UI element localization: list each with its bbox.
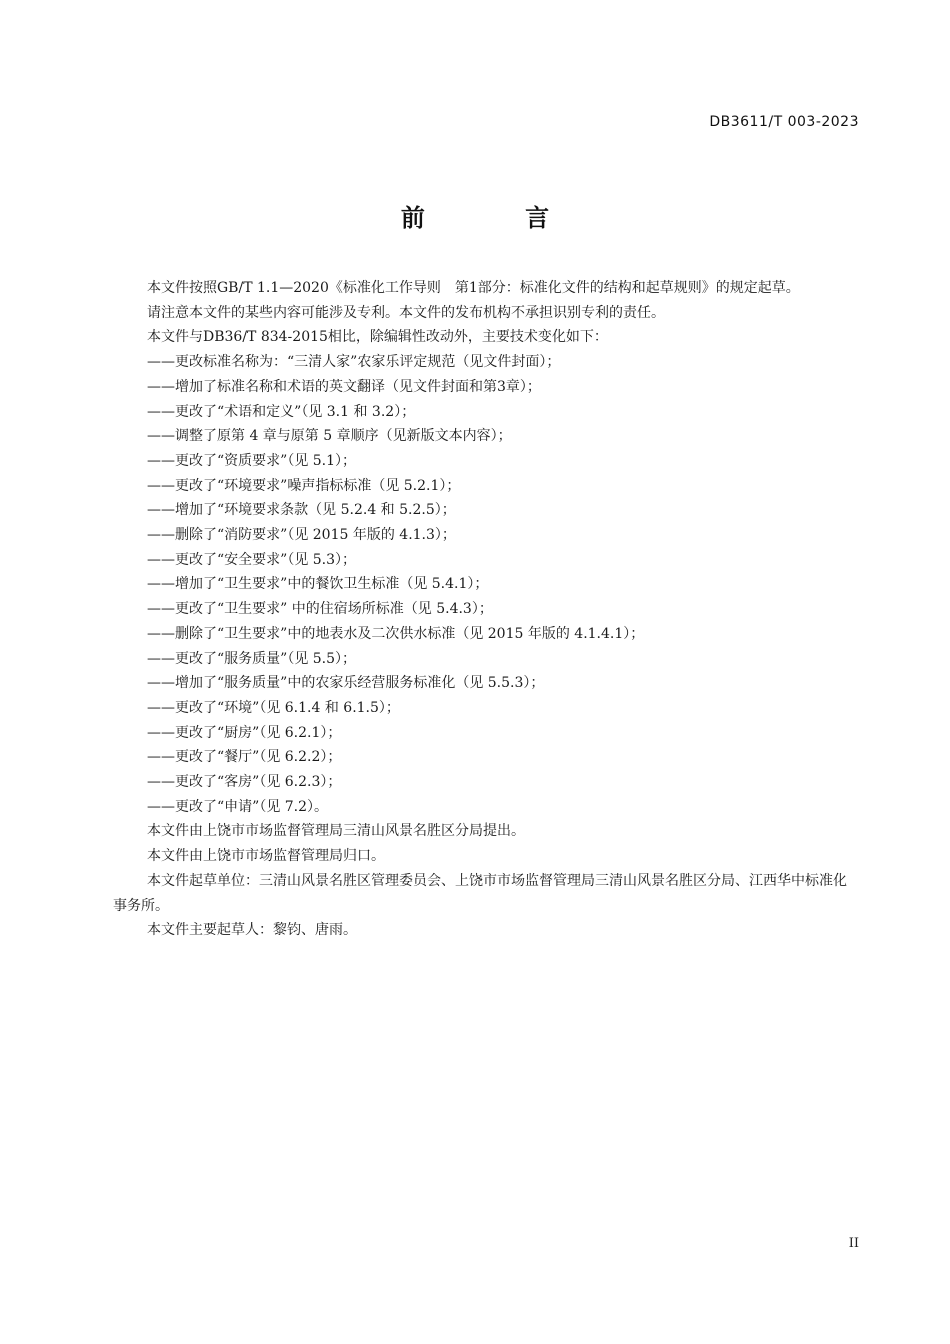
document-code: DB3611/T 003-2023 bbox=[709, 114, 859, 130]
change-item: ——增加了“环境要求条款（见 5.2.4 和 5.2.5）； bbox=[147, 502, 456, 519]
change-item: ——更改了“客房”（见 6.2.3）； bbox=[147, 774, 342, 791]
paragraph-centralized-by: 本文件由上饶市市场监督管理局归口。 bbox=[147, 848, 385, 865]
change-item: ——增加了标准名称和术语的英文翻译（见文件封面和第3章）； bbox=[147, 378, 541, 395]
paragraph-drafters: 本文件主要起草人：黎钧、唐雨。 bbox=[147, 922, 357, 939]
paragraph-drafting-units: 本文件起草单位：三清山风景名胜区管理委员会、上饶市市场监督管理局三清山风景名胜区分局、江西华中标准化事务所。 bbox=[113, 872, 847, 914]
change-item: ——更改了“环境要求”噪声指标标准（见 5.2.1）； bbox=[147, 477, 461, 494]
change-item: ——更改了“卫生要求” 中的住宿场所标准（见 5.4.3）； bbox=[147, 601, 493, 618]
change-item: ——增加了“卫生要求”中的餐饮卫生标准（见 5.4.1）； bbox=[147, 576, 489, 593]
paragraph-changes-intro: 本文件与DB36/T 834-2015相比，除编辑性改动外，主要技术变化如下： bbox=[147, 329, 608, 346]
change-item: ——更改了“安全要求”（见 5.3）； bbox=[147, 551, 357, 568]
paragraph-proposer: 本文件由上饶市市场监督管理局三清山风景名胜区分局提出。 bbox=[147, 823, 525, 840]
change-item: ——删除了“卫生要求”中的地表水及二次供水标准（见 2015 年版的 4.1.4.1）； bbox=[147, 625, 645, 642]
change-item: ——更改了“服务质量”（见 5.5）； bbox=[147, 650, 357, 667]
change-item: ——增加了“服务质量”中的农家乐经营服务标准化（见 5.5.3）； bbox=[147, 675, 545, 692]
change-item: ——更改了“餐厅”（见 6.2.2）； bbox=[147, 749, 342, 766]
page-number: II bbox=[848, 1236, 859, 1251]
change-item: ——更改了“厨房”（见 6.2.1）； bbox=[147, 724, 342, 741]
change-item: ——更改了“资质要求”（见 5.1）； bbox=[147, 452, 357, 469]
foreword-body bbox=[113, 276, 859, 943]
change-item: ——更改了“环境”（见 6.1.4 和 6.1.5）； bbox=[147, 699, 400, 716]
change-item: ——更改了“术语和定义”（见 3.1 和 3.2）； bbox=[147, 403, 416, 420]
page-title: 前 言 bbox=[400, 204, 596, 232]
change-item: ——删除了“消防要求”（见 2015 年版的 4.1.3）； bbox=[147, 527, 456, 544]
change-item: ——更改了“申请”（见 7.2）。 bbox=[147, 798, 329, 815]
change-item: ——调整了原第 4 章与原第 5 章顺序（见新版文本内容）； bbox=[147, 428, 512, 445]
paragraph-drafting-rules: 本文件按照GB/T 1.1—2020《标准化工作导则 第1部分：标准化文件的结构和起草规则》的规定起草。 bbox=[147, 280, 800, 296]
change-item: ——更改标准名称为：“三清人家”农家乐评定规范（见文件封面）； bbox=[147, 354, 561, 371]
paragraph-patent-notice: 请注意本文件的某些内容可能涉及专利。本文件的发布机构不承担识别专利的责任。 bbox=[147, 304, 665, 321]
